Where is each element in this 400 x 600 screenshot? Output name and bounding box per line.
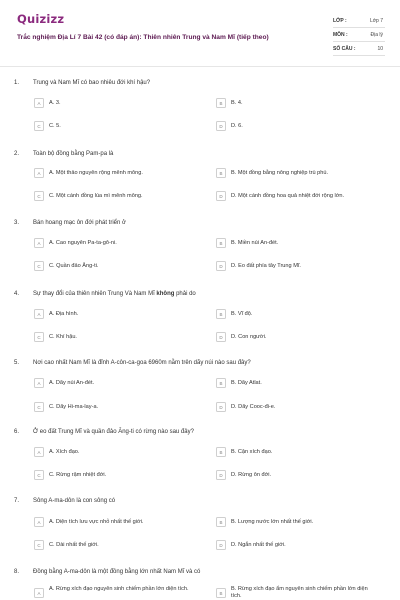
- option-text: D. Dãy Cooc-đi-e.: [231, 404, 276, 410]
- option-letter-box: A: [34, 378, 44, 388]
- option-text: C. Dãy Hi-ma-lay-a.: [49, 404, 99, 410]
- question-number: 7.: [14, 498, 20, 504]
- meta-value: Địa lý: [370, 32, 383, 38]
- question-number: 5.: [14, 360, 20, 366]
- option-letter-box: C: [34, 121, 44, 131]
- meta-key: MÔN :: [333, 32, 348, 38]
- option-letter-box: D: [216, 191, 226, 201]
- option-text: B. Rừng xích đạo ẩm nguyên sinh chiếm phần lớn diện tích.: [231, 586, 368, 599]
- document-header: [0, 0, 400, 66]
- option-letter-box: B: [216, 309, 226, 319]
- question-text-part: Sự thay đổi của thiên nhiên Trung Và Nam Mĩ: [33, 291, 157, 297]
- option-letter-box: B: [216, 238, 226, 248]
- option-text: D. Rừng ôn đới.: [231, 472, 272, 478]
- option-text: B. Vĩ độ.: [231, 311, 253, 317]
- question-text-part: phải do: [174, 291, 196, 297]
- option-letter-box: D: [216, 261, 226, 271]
- question-text: Đồng bằng A-ma-dôn là một đồng bằng lớn nhất Nam Mĩ và có: [33, 569, 201, 575]
- question-text: Trung và Nam Mĩ có bao nhiêu đới khí hậu?: [33, 80, 151, 86]
- option-letter-box: A: [34, 588, 44, 598]
- option-text: B. Lượng nước lớn nhất thế giới.: [231, 519, 314, 525]
- option-text: D. Một cánh đồng hoa quả nhiệt đới rộng lớn.: [231, 193, 345, 199]
- option-text: D. Eo đất phía tây Trung Mĩ.: [231, 263, 301, 269]
- option-letter-box: B: [216, 588, 226, 598]
- question-text: Nơi cao nhất Nam Mĩ là đỉnh A-côn-ca-goa 6960m nằm trên dãy núi nào sau đây?: [33, 360, 251, 366]
- header-divider: [0, 66, 400, 67]
- option-letter-box: A: [34, 517, 44, 527]
- option-letter-box: B: [216, 378, 226, 388]
- meta-row-subject: [333, 28, 385, 42]
- option-letter-box: D: [216, 540, 226, 550]
- question-text-emphasis: không: [156, 291, 175, 297]
- question-text: Toàn bộ đồng bằng Pam-pa là: [33, 151, 114, 157]
- option-letter-box: C: [34, 261, 44, 271]
- option-letter-box: C: [34, 332, 44, 342]
- option-letter-box: A: [34, 447, 44, 457]
- option-text: C. Khí hậu.: [49, 334, 77, 340]
- option-text: B. Miền núi An-đét.: [231, 240, 279, 246]
- option-letter-box: B: [216, 447, 226, 457]
- question-number: 1.: [14, 80, 20, 86]
- option-letter-box: B: [216, 517, 226, 527]
- option-text: A. Địa hình.: [49, 311, 79, 317]
- meta-value: Lớp 7: [369, 18, 383, 24]
- option-letter-box: C: [34, 540, 44, 550]
- option-text: A. Xích đạo.: [49, 449, 80, 455]
- option-text: D. Con người.: [231, 334, 267, 340]
- meta-row-count: [333, 42, 385, 56]
- option-text: C. Một cánh đồng lúa mì mênh mông.: [49, 193, 143, 199]
- meta-key: LỚP :: [333, 18, 347, 24]
- option-text: D. 6.: [231, 123, 243, 129]
- option-text: C. Rừng rậm nhiệt đới.: [49, 472, 107, 478]
- option-letter-box: A: [34, 309, 44, 319]
- option-text: A. Diện tích lưu vực nhỏ nhất thế giới.: [49, 519, 144, 525]
- option-letter-box: D: [216, 470, 226, 480]
- option-text: C. 5.: [49, 123, 61, 129]
- option-text: A. Dãy núi An-đét.: [49, 380, 95, 386]
- option-text: B. Cận xích đạo.: [231, 449, 273, 455]
- option-text: A. Một thảo nguyên rộng mênh mông.: [49, 170, 143, 176]
- question-text: Sông A-ma-dôn là con sông có: [33, 498, 116, 504]
- option-letter-box: B: [216, 168, 226, 178]
- quizizz-logo: Quizizz: [17, 12, 65, 26]
- option-text: B. Dãy Atlat.: [231, 380, 262, 386]
- option-letter-box: A: [34, 98, 44, 108]
- option-text: C. Dài nhất thế giới.: [49, 542, 99, 548]
- option-letter-box: D: [216, 402, 226, 412]
- option-letter-box: C: [34, 402, 44, 412]
- meta-value: 10: [377, 46, 383, 52]
- question-number: 6.: [14, 429, 20, 435]
- question-number: 2.: [14, 151, 20, 157]
- question-number: 4.: [14, 291, 20, 297]
- meta-row-class: [333, 14, 385, 28]
- option-letter-box: A: [34, 168, 44, 178]
- option-text: A. Cao nguyên Pa-ta-gô-ni.: [49, 240, 117, 246]
- option-letter-box: B: [216, 98, 226, 108]
- page-title: Trắc nghiệm Địa Lí 7 Bài 42 (có đáp án): Thiên nhiên Trung và Nam Mĩ (tiếp theo): [17, 34, 269, 41]
- question-number: 8.: [14, 569, 20, 575]
- option-text: B. 4.: [231, 100, 243, 106]
- meta-table: [333, 14, 385, 56]
- meta-key: SỐ CÂU :: [333, 46, 356, 52]
- option-letter-box: A: [34, 238, 44, 248]
- option-letter-box: C: [34, 470, 44, 480]
- option-text: B. Một đồng bằng nông nghiệp trù phú.: [231, 170, 329, 176]
- option-letter-box: C: [34, 191, 44, 201]
- question-text: [33, 291, 373, 297]
- option-letter-box: D: [216, 121, 226, 131]
- option-text: A. 3.: [49, 100, 61, 106]
- option-text: C. Quần đảo Ăng-ti.: [49, 263, 99, 269]
- option-text: A. Rừng xích đạo nguyên sinh chiếm phần lớn diện tích.: [49, 586, 189, 592]
- question-text: Bán hoang mạc ôn đới phát triển ở: [33, 220, 126, 226]
- option-letter-box: D: [216, 332, 226, 342]
- question-text: Ở eo đất Trung Mĩ và quần đảo Ăng-ti có rừng nào sau đây?: [33, 429, 194, 435]
- option-text: D. Ngắn nhất thế giới.: [231, 542, 286, 548]
- question-number: 3.: [14, 220, 20, 226]
